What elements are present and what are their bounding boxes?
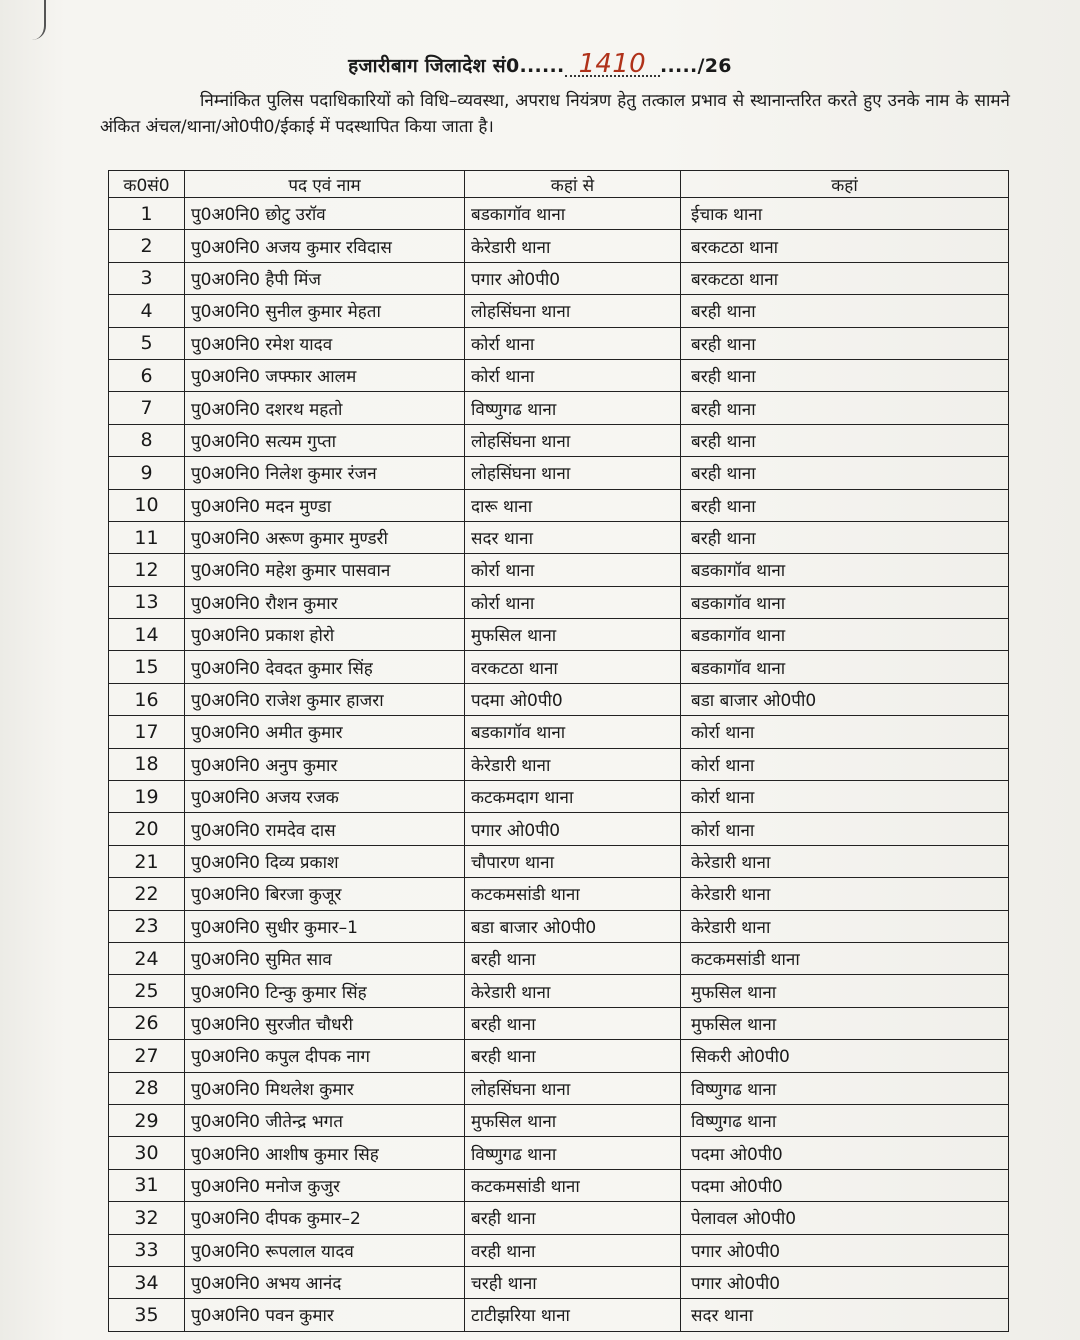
row-serial: 18 <box>109 748 185 780</box>
row-serial: 30 <box>109 1137 185 1169</box>
row-from: बडकागॉव थाना <box>465 198 681 230</box>
row-from: टाटीझरिया थाना <box>465 1299 681 1331</box>
row-to: केरेडारी थाना <box>681 878 1009 910</box>
table-row <box>109 424 1009 456</box>
row-name: पु0अ0नि0 रमेश यादव <box>185 327 465 359</box>
row-from: पदमा ओ0पी0 <box>465 683 681 715</box>
row-to: पगार ओ0पी0 <box>681 1234 1009 1266</box>
row-from: पगार ओ0पी0 <box>465 813 681 845</box>
row-to: सिकरी ओ0पी0 <box>681 1040 1009 1072</box>
table-row <box>109 586 1009 618</box>
row-to: बरही थाना <box>681 457 1009 489</box>
row-serial: 1 <box>109 198 185 230</box>
row-name: पु0अ0नि0 सत्यम गुप्ता <box>185 424 465 456</box>
table-row <box>109 262 1009 294</box>
row-name: पु0अ0नि0 मदन मुण्डा <box>185 489 465 521</box>
table-row <box>109 392 1009 424</box>
row-to: बरही थाना <box>681 359 1009 391</box>
row-name: पु0अ0नि0 टिन्कु कुमार सिंह <box>185 975 465 1007</box>
row-serial: 16 <box>109 683 185 715</box>
row-serial: 31 <box>109 1169 185 1201</box>
row-serial: 17 <box>109 716 185 748</box>
row-name: पु0अ0नि0 सुधीर कुमार–1 <box>185 910 465 942</box>
row-to: बरही थाना <box>681 489 1009 521</box>
row-to: बरही थाना <box>681 424 1009 456</box>
row-from: बरही थाना <box>465 942 681 974</box>
row-from: कोर्रा थाना <box>465 586 681 618</box>
row-from: विष्णुगढ थाना <box>465 1137 681 1169</box>
table-row <box>109 1007 1009 1039</box>
row-serial: 6 <box>109 359 185 391</box>
table-row <box>109 1266 1009 1298</box>
table-row <box>109 748 1009 780</box>
table-row <box>109 975 1009 1007</box>
row-name: पु0अ0नि0 पवन कुमार <box>185 1299 465 1331</box>
row-name: पु0अ0नि0 मिथलेश कुमार <box>185 1072 465 1104</box>
table-row <box>109 198 1009 230</box>
row-name: पु0अ0नि0 जफ्फार आलम <box>185 359 465 391</box>
row-to: कोर्रा थाना <box>681 716 1009 748</box>
row-name: पु0अ0नि0 हैपी मिंज <box>185 262 465 294</box>
row-from: सदर थाना <box>465 521 681 553</box>
table-body <box>109 198 1009 1332</box>
row-name: पु0अ0नि0 मनोज कुजुर <box>185 1169 465 1201</box>
row-to: केरेडारी थाना <box>681 845 1009 877</box>
row-serial: 35 <box>109 1299 185 1331</box>
table-row <box>109 1072 1009 1104</box>
row-to: बडकागॉव थाना <box>681 554 1009 586</box>
table-row <box>109 1169 1009 1201</box>
table-row <box>109 716 1009 748</box>
row-serial: 20 <box>109 813 185 845</box>
row-serial: 24 <box>109 942 185 974</box>
row-from: कटकमसांडी थाना <box>465 1169 681 1201</box>
row-to: बरही थाना <box>681 521 1009 553</box>
intro-text: निम्नांकित पुलिस पदाधिकारियों को विधि–व्यवस्था, अपराध नियंत्रण हेतु तत्काल प्रभाव से स्थानान्तरित करते हुए उनके नाम के सामने अंकित अंचल/थाना/ओ0पी0/ईकाई में पदस्थापित किया जाता है। <box>100 91 1010 137</box>
row-serial: 7 <box>109 392 185 424</box>
row-name: पु0अ0नि0 निलेश कुमार रंजन <box>185 457 465 489</box>
row-from: बरही थाना <box>465 1040 681 1072</box>
row-from: लोहसिंघना थाना <box>465 295 681 327</box>
row-serial: 15 <box>109 651 185 683</box>
row-to: बरही थाना <box>681 392 1009 424</box>
row-serial: 32 <box>109 1202 185 1234</box>
row-serial: 22 <box>109 878 185 910</box>
row-to: केरेडारी थाना <box>681 910 1009 942</box>
row-name: पु0अ0नि0 दशरथ महतो <box>185 392 465 424</box>
row-serial: 3 <box>109 262 185 294</box>
row-from: बरही थाना <box>465 1007 681 1039</box>
row-name: पु0अ0नि0 अजय कुमार रविदास <box>185 230 465 262</box>
row-from: केरेडारी थाना <box>465 230 681 262</box>
row-from: केरेडारी थाना <box>465 975 681 1007</box>
row-to: बडकागॉव थाना <box>681 619 1009 651</box>
row-to: कोर्रा थाना <box>681 781 1009 813</box>
row-name: पु0अ0नि0 रौशन कुमार <box>185 586 465 618</box>
row-to: बरकटठा थाना <box>681 262 1009 294</box>
row-serial: 10 <box>109 489 185 521</box>
row-serial: 33 <box>109 1234 185 1266</box>
row-serial: 25 <box>109 975 185 1007</box>
table-row <box>109 1202 1009 1234</box>
row-from: पगार ओ0पी0 <box>465 262 681 294</box>
row-from: लोहसिंघना थाना <box>465 1072 681 1104</box>
row-name: पु0अ0नि0 बिरजा कुजूर <box>185 878 465 910</box>
row-name: पु0अ0नि0 सुमित साव <box>185 942 465 974</box>
header-from: कहां से <box>465 171 681 198</box>
row-to: मुफसिल थाना <box>681 975 1009 1007</box>
row-from: केरेडारी थाना <box>465 748 681 780</box>
table-row <box>109 781 1009 813</box>
row-name: पु0अ0नि0 रामदेव दास <box>185 813 465 845</box>
table-row <box>109 683 1009 715</box>
table-row <box>109 230 1009 262</box>
row-to: विष्णुगढ थाना <box>681 1104 1009 1136</box>
row-from: लोहसिंघना थाना <box>465 457 681 489</box>
row-name: पु0अ0नि0 अरूण कुमार मुण्डरी <box>185 521 465 553</box>
order-prefix: हजारीबाग जिलादेश सं0 <box>348 55 520 77</box>
row-from: लोहसिंघना थाना <box>465 424 681 456</box>
row-to: मुफसिल थाना <box>681 1007 1009 1039</box>
table-row <box>109 521 1009 553</box>
row-from: बरही थाना <box>465 1202 681 1234</box>
order-dots-right: ..... <box>659 55 698 77</box>
table-row <box>109 554 1009 586</box>
row-to: पेलावल ओ0पी0 <box>681 1202 1009 1234</box>
row-from: कोर्रा थाना <box>465 554 681 586</box>
row-name: पु0अ0नि0 सुरजीत चौधरी <box>185 1007 465 1039</box>
row-from: मुफसिल थाना <box>465 1104 681 1136</box>
row-to: सदर थाना <box>681 1299 1009 1331</box>
row-name: पु0अ0नि0 रूपलाल यादव <box>185 1234 465 1266</box>
row-serial: 29 <box>109 1104 185 1136</box>
row-name: पु0अ0नि0 आशीष कुमार सिह <box>185 1137 465 1169</box>
row-to: पदमा ओ0पी0 <box>681 1169 1009 1201</box>
row-from: बडा बाजार ओ0पी0 <box>465 910 681 942</box>
row-name: पु0अ0नि0 देवदत कुमार सिंह <box>185 651 465 683</box>
order-suffix: /26 <box>697 55 732 77</box>
row-to: पदमा ओ0पी0 <box>681 1137 1009 1169</box>
row-serial: 12 <box>109 554 185 586</box>
row-serial: 23 <box>109 910 185 942</box>
page-edge-mark <box>30 0 46 40</box>
row-from: कोर्रा थाना <box>465 327 681 359</box>
row-name: पु0अ0नि0 अजय रजक <box>185 781 465 813</box>
row-to: ईचाक थाना <box>681 198 1009 230</box>
row-serial: 4 <box>109 295 185 327</box>
row-to: बडा बाजार ओ0पी0 <box>681 683 1009 715</box>
row-name: पु0अ0नि0 कपुल दीपक नाग <box>185 1040 465 1072</box>
row-serial: 11 <box>109 521 185 553</box>
table-row <box>109 878 1009 910</box>
intro-paragraph <box>100 88 1010 140</box>
row-from: कोर्रा थाना <box>465 359 681 391</box>
header-to: कहां <box>681 171 1009 198</box>
row-from: विष्णुगढ थाना <box>465 392 681 424</box>
row-to: बडकागॉव थाना <box>681 651 1009 683</box>
row-name: पु0अ0नि0 राजेश कुमार हाजरा <box>185 683 465 715</box>
row-name: पु0अ0नि0 सुनील कुमार मेहता <box>185 295 465 327</box>
row-from: कटकमदाग थाना <box>465 781 681 813</box>
row-name: पु0अ0नि0 छोटु उरॉव <box>185 198 465 230</box>
table-row <box>109 942 1009 974</box>
table-row <box>109 327 1009 359</box>
table-row <box>109 813 1009 845</box>
row-from: वरकटठा थाना <box>465 651 681 683</box>
row-name: पु0अ0नि0 जीतेन्द्र भगत <box>185 1104 465 1136</box>
row-from: चरही थाना <box>465 1266 681 1298</box>
row-name: पु0अ0नि0 प्रकाश होरो <box>185 619 465 651</box>
row-from: कटकमसांडी थाना <box>465 878 681 910</box>
row-from: चौपारण थाना <box>465 845 681 877</box>
row-to: बरही थाना <box>681 295 1009 327</box>
row-serial: 2 <box>109 230 185 262</box>
row-from: बडकागॉव थाना <box>465 716 681 748</box>
row-to: बडकागॉव थाना <box>681 586 1009 618</box>
row-serial: 9 <box>109 457 185 489</box>
order-dots-left: ...... <box>519 55 565 77</box>
order-number: 1410 <box>565 53 660 77</box>
row-serial: 8 <box>109 424 185 456</box>
row-serial: 14 <box>109 619 185 651</box>
table-row <box>109 359 1009 391</box>
table-row <box>109 1104 1009 1136</box>
table-row <box>109 651 1009 683</box>
row-name: पु0अ0नि0 दिव्य प्रकाश <box>185 845 465 877</box>
row-name: पु0अ0नि0 महेश कुमार पासवान <box>185 554 465 586</box>
row-serial: 34 <box>109 1266 185 1298</box>
row-to: कटकमसांडी थाना <box>681 942 1009 974</box>
transfer-table <box>108 170 1009 1332</box>
table-row <box>109 1234 1009 1266</box>
row-to: बरकटठा थाना <box>681 230 1009 262</box>
header-name: पद एवं नाम <box>185 171 465 198</box>
row-name: पु0अ0नि0 अनुप कुमार <box>185 748 465 780</box>
order-header <box>0 49 1080 79</box>
row-serial: 19 <box>109 781 185 813</box>
row-serial: 21 <box>109 845 185 877</box>
row-name: पु0अ0नि0 दीपक कुमार–2 <box>185 1202 465 1234</box>
row-serial: 27 <box>109 1040 185 1072</box>
row-to: बरही थाना <box>681 327 1009 359</box>
row-name: पु0अ0नि0 अभय आनंद <box>185 1266 465 1298</box>
table-row <box>109 1299 1009 1331</box>
table-row <box>109 845 1009 877</box>
row-from: दारू थाना <box>465 489 681 521</box>
table-row <box>109 457 1009 489</box>
table-header-row <box>109 171 1009 198</box>
row-from: मुफसिल थाना <box>465 619 681 651</box>
table-row <box>109 1040 1009 1072</box>
row-name: पु0अ0नि0 अमीत कुमार <box>185 716 465 748</box>
row-serial: 28 <box>109 1072 185 1104</box>
row-serial: 5 <box>109 327 185 359</box>
row-to: कोर्रा थाना <box>681 813 1009 845</box>
row-from: वरही थाना <box>465 1234 681 1266</box>
row-to: पगार ओ0पी0 <box>681 1266 1009 1298</box>
row-serial: 26 <box>109 1007 185 1039</box>
table-row <box>109 1137 1009 1169</box>
table-row <box>109 619 1009 651</box>
row-serial: 13 <box>109 586 185 618</box>
row-to: कोर्रा थाना <box>681 748 1009 780</box>
table-row <box>109 489 1009 521</box>
table-row <box>109 910 1009 942</box>
row-to: विष्णुगढ थाना <box>681 1072 1009 1104</box>
table-row <box>109 295 1009 327</box>
header-serial: क0सं0 <box>109 171 185 198</box>
